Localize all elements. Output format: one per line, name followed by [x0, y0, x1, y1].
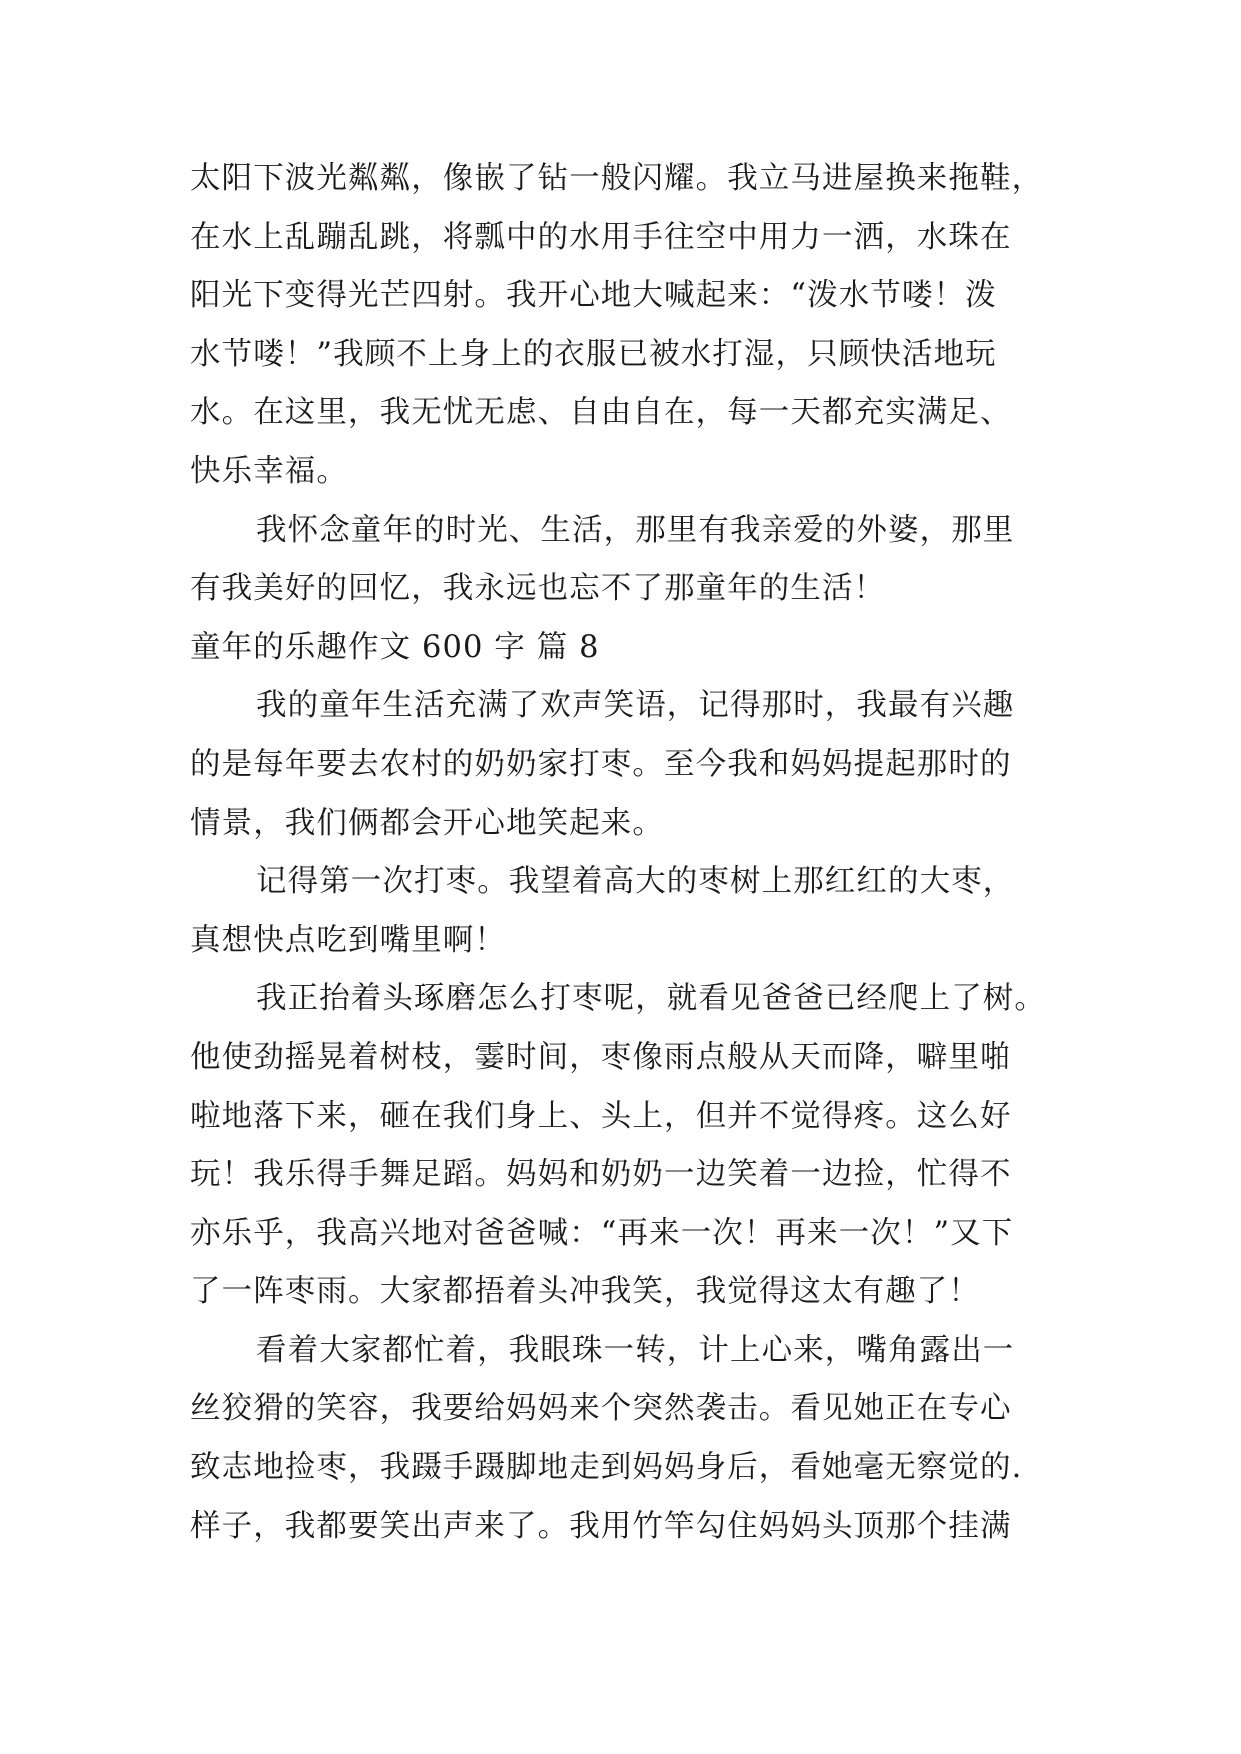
text-line-2: 在水上乱蹦乱跳，将瓢中的水用手往空中用力一洒，水珠在 [190, 219, 1012, 255]
text-line-14: 真想快点吃到嘴里啊！ [190, 922, 506, 958]
text-line-19: 亦乐乎，我高兴地对爸爸喊：“再来一次！再来一次！”又下 [190, 1215, 1014, 1251]
document-body [190, 150, 1080, 1556]
text-line-21: 看着大家都忙着，我眼珠一转，计上心来，嘴角露出一 [256, 1332, 1015, 1368]
text-line-3: 阳光下变得光芒四射。我开心地大喊起来：“泼水节喽！泼 [190, 278, 997, 314]
text-line-24: 样子，我都要笑出声来了。我用竹竿勾住妈妈头顶那个挂满 [190, 1508, 1012, 1544]
text-line-11: 的是每年要去农村的奶奶家打枣。至今我和妈妈提起那时的 [190, 746, 1012, 782]
text-line-15: 我正抬着头琢磨怎么打枣呢，就看见爸爸已经爬上了树。 [256, 981, 1046, 1017]
text-line-10: 我的童年生活充满了欢声笑语，记得那时，我最有兴趣 [256, 688, 1015, 724]
text-line-20: 了一阵枣雨。大家都捂着头冲我笑，我觉得这太有趣了！ [190, 1274, 980, 1310]
text-line-13: 记得第一次打枣。我望着高大的枣树上那红红的大枣， [256, 864, 1015, 900]
text-line-17: 啦地落下来，砸在我们身上、头上，但并不觉得疼。这么好 [190, 1098, 1012, 1134]
text-line-12: 情景，我们俩都会开心地笑起来。 [190, 805, 664, 841]
text-line-22: 丝狡猾的笑容，我要给妈妈来个突然袭击。看见她正在专心 [190, 1391, 1012, 1427]
text-line-4: 水节喽！”我顾不上身上的衣服已被水打湿，只顾快活地玩 [190, 336, 997, 372]
text-line-16: 他使劲摇晃着树枝，霎时间，枣像雨点般从天而降，噼里啪 [190, 1039, 1012, 1075]
text-line-7: 我怀念童年的时光、生活，那里有我亲爱的外婆，那里 [256, 512, 1015, 548]
text-line-5: 水。在这里，我无忧无虑、自由自在，每一天都充实满足、 [190, 395, 1012, 431]
text-line-8: 有我美好的回忆，我永远也忘不了那童年的生活！ [190, 571, 886, 607]
text-line-18: 玩！我乐得手舞足蹈。妈妈和奶奶一边笑着一边捡，忙得不 [190, 1157, 1012, 1193]
text-line-6: 快乐幸福。 [190, 453, 348, 489]
section-heading: 童年的乐趣作文 600 字 篇 8 [190, 629, 600, 665]
text-line-23: 致志地捡枣，我蹑手蹑脚地走到妈妈身后，看她毫无察觉的. [190, 1450, 1023, 1486]
text-line-1: 太阳下波光粼粼，像嵌了钻一般闪耀。我立马进屋换来拖鞋， [190, 161, 1044, 196]
